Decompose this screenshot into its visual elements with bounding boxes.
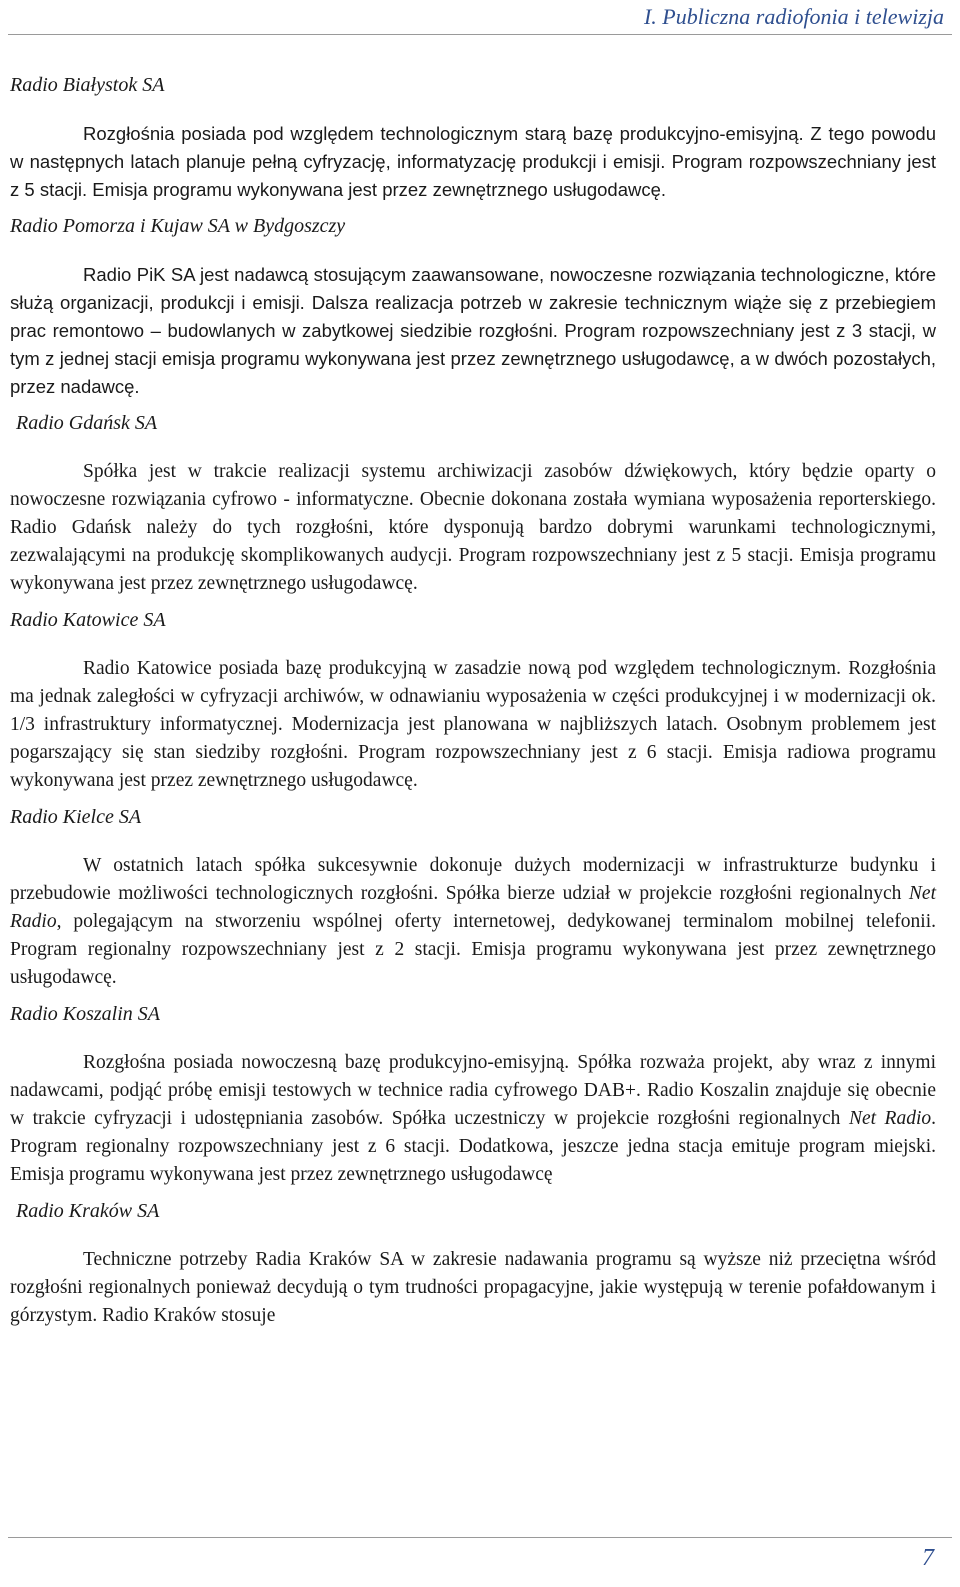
- section-title: Radio Koszalin SA: [10, 1002, 161, 1025]
- section-paragraph: Radio Katowice posiada bazę produkcyjną w zasadzie nową pod względem technologicznym. Rozgłośnia ma jednak zaległości w cyfryzacji archiwów, w odnawianiu wyposażenia w części produkcyjnej i w modernizacji ok. 1/3 infrastruktury informatycznej. Modernizacja jest planowana w najbliższych latach. Osobnym problemem jest pogarszający się stan siedziby rozgłośni. Program rozpowszechniany jest z 6 stacji. Emisja radiowa programu wykonywana jest przez zewnętrznego usługodawcę.: [10, 657, 936, 792]
- section-radio-pomorza-i-kujaw: [10, 213, 936, 402]
- section-title: Radio Kielce SA: [10, 805, 142, 828]
- footer-divider: [8, 1537, 952, 1538]
- paragraph-text: W ostatnich latach spółka sukcesywnie dokonuje dużych modernizacji w infrastrukturze budynku i przebudowie możliwości technologicznych rozgłośni. Spółka bierze udział w projekcie rozgłośni regionalnych: [10, 854, 936, 904]
- section-radio-gdansk: [10, 410, 936, 599]
- paragraph-text: . Program regionalny rozpowszechniany jest z 6 stacji. Dodatkowa, jeszcze jedna stacja emituje program miejski. Emisja programu wykonywana jest przez zewnętrznego usługodawcę: [10, 1108, 936, 1186]
- emphasized-program-name: Net Radio: [10, 882, 936, 933]
- section-radio-krakow: [10, 1198, 936, 1331]
- section-radio-bialystok: [10, 72, 936, 205]
- document-body: [10, 72, 936, 1338]
- section-paragraph: Spółka jest w trakcie realizacji systemu archiwizacji zasobów dźwiękowych, który będzie oparty o nowoczesne rozwiązania cyfrowo - informatyczne. Obecnie dokonana została wymiana wyposażenia reporterskiego. Radio Gdańsk należy do tych rozgłośni, które dysponują bardzo dobrymi warunkami technologicznymi, zezwalającymi na produkcję skomplikowanych audycji. Program rozpowszechniany jest z 5 stacji. Emisja programu wykonywana jest przez zewnętrznego usługodawcę.: [10, 460, 936, 595]
- section-radio-kielce: [10, 804, 936, 993]
- page-number: 7: [922, 1545, 934, 1571]
- section-paragraph: Rozgłośnia posiada pod względem technologicznym starą bazę produkcyjno-emisyjną. Z tego powodu w następnych latach planuje pełną cyfryzację, informatyzację produkcji i emisji. Program rozpowszechniany jest z 5 stacji. Emisja programu wykonywana jest przez zewnętrznego usługodawcę.: [10, 123, 936, 201]
- header-divider: [8, 34, 952, 35]
- section-title: Radio Katowice SA: [10, 608, 166, 631]
- section-paragraph: [10, 1049, 936, 1190]
- paragraph-text: , polegającym na stworzeniu wspólnej oferty internetowej, dedykowanej terminalom mobilnej telefonii. Program regionalny rozpowszechniany jest z 2 stacji. Emisja programu wykonywana jest przez zewnętrznego usługodawcę.: [10, 911, 936, 989]
- section-title: Radio Gdańsk SA: [16, 411, 158, 434]
- section-paragraph: Techniczne potrzeby Radia Kraków SA w zakresie nadawania programu są wyższe niż przeciętna wśród rozgłośni regionalnych ponieważ decydują o tym trudności propagacyjne, jakie występują w terenie pofałdowanym i górzystym. Radio Kraków stosuje: [10, 1248, 936, 1327]
- paragraph-text: Rozgłośna posiada nowoczesną bazę produkcyjno-emisyjną. Spółka rozważa projekt, aby wraz z innymi nadawcami, podjąć próbę emisji testowych w technice radia cyfrowego DAB+. Radio Koszalin znajduje się obecnie w trakcie cyfryzacji i udostępniania zasobów. Spółka uczestniczy w projekcie rozgłośni regionalnych: [10, 1051, 936, 1130]
- section-radio-katowice: [10, 607, 936, 796]
- section-paragraph: Radio PiK SA jest nadawcą stosującym zaawansowane, nowoczesne rozwiązania technologiczne, które służą organizacji, produkcji i emisji. Dalsza realizacja potrzeb w zakresie technicznym wiąże się z przebiegiem prac remontowo – budowlanych w zabytkowej siedzibie rozgłośni. Program rozpowszechniany jest z 3 stacji, w tym z jednej stacji emisja programu wykonywana jest przez zewnętrznego usługodawcę, a w dwóch pozostałych, przez nadawcę.: [10, 263, 936, 398]
- section-radio-koszalin: [10, 1001, 936, 1190]
- emphasized-program-name: Net Radio: [848, 1108, 932, 1130]
- running-header: I. Publiczna radiofonia i telewizja: [643, 4, 944, 29]
- section-title: Radio Kraków SA: [16, 1199, 160, 1222]
- section-title: Radio Białystok SA: [10, 74, 165, 96]
- section-paragraph: [10, 852, 936, 993]
- section-title: Radio Pomorza i Kujaw SA w Bydgoszczy: [10, 214, 346, 237]
